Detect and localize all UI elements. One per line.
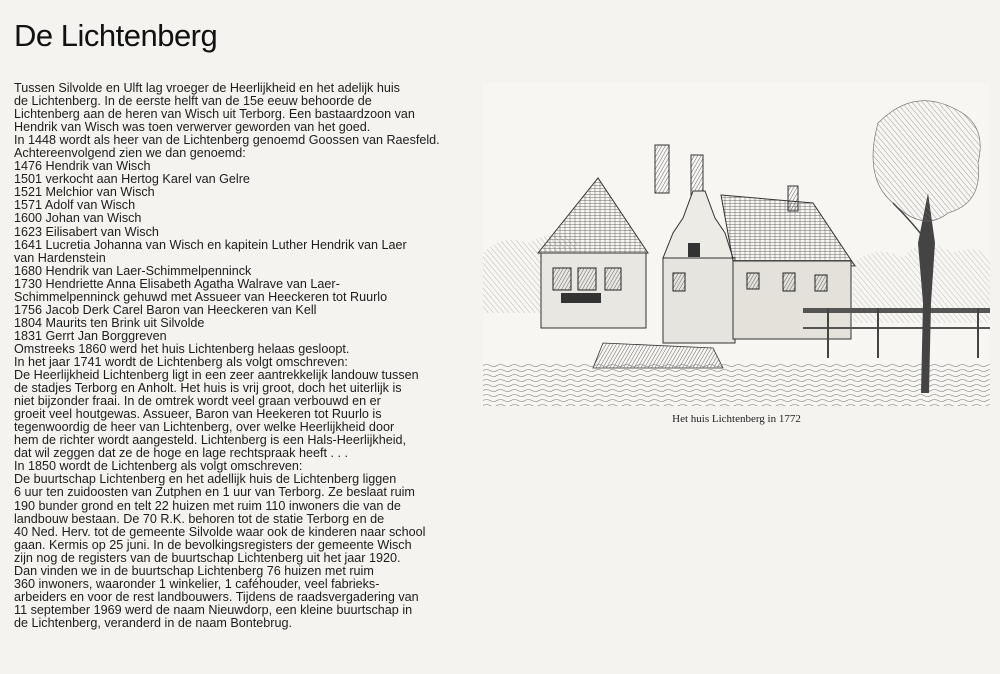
text-line: 1641 Lucretia Johanna van Wisch en kapitein Luther Hendrik van Laer	[14, 237, 407, 252]
text-line: De buurtschap Lichtenberg en het adellijk huis de Lichtenberg liggen	[14, 472, 397, 487]
text-line: 1501 verkocht aan Hertog Karel van Gelre	[14, 172, 250, 187]
castle-illustration	[483, 83, 990, 406]
text-line: de Lichtenberg. In de eerste helft van de 15e eeuw behoorde de	[14, 94, 372, 109]
text-line: 1756 Jacob Derk Carel Baron van Heeckeren van Kell	[14, 302, 317, 317]
text-line: de Lichtenberg, veranderd in de naam Bontebrug.	[14, 615, 292, 630]
figure-caption: Het huis Lichtenberg in 1772	[672, 413, 801, 425]
text-line: In 1448 wordt als heer van de Lichtenberg genoemd Goossen van Raesfeld.	[14, 133, 440, 148]
text-line: Omstreeks 1860 werd het huis Lichtenberg helaas gesloopt.	[14, 341, 350, 356]
text-line: 1730 Hendriette Anna Elisabeth Agatha Walrave van Laer-	[14, 276, 340, 291]
page-title: De Lichtenberg	[14, 18, 218, 53]
text-line: arbeiders en voor de rest landbouwers. Tijdens de raadsvergadering van	[14, 589, 419, 604]
text-line: 1623 Eilisabert van Wisch	[14, 224, 159, 239]
text-line: dat wil zeggen dat ze de hoge en lage rechtspraak heeft . . .	[14, 446, 348, 461]
text-line: niet bijzonder fraai. In de omtrek wordt veel graan verbouwd en er	[14, 394, 381, 409]
article-text	[14, 82, 476, 630]
text-line: de stadjes Terborg en Anholt. Het huis is vrij groot, doch het uiterlijk is	[14, 381, 402, 396]
text-line: In 1850 wordt de Lichtenberg als volgt omschreven:	[14, 459, 303, 474]
text-line: Lichtenberg aan de heren van Wisch uit Terborg. Een bastaardzoon van	[14, 107, 415, 122]
text-line: 6 uur ten zuidoosten van Zutphen en 1 uur van Terborg. Ze beslaat ruim	[14, 485, 415, 500]
text-line: 1804 Maurits ten Brink uit Silvolde	[14, 315, 205, 330]
text-line: In het jaar 1741 wordt de Lichtenberg als volgt omschreven:	[14, 354, 348, 369]
text-line: Dan vinden we in de buurtschap Lichtenberg 76 huizen met ruim	[14, 563, 374, 578]
text-line: 40 Ned. Herv. tot de gemeente Silvolde waar ook de kinderen naar school	[14, 524, 426, 539]
text-line: 11 september 1969 werd de naam Nieuwdorp, een kleine buurtschap in	[14, 602, 413, 617]
text-line: 1571 Adolf van Wisch	[14, 198, 136, 213]
text-line: 1831 Gerrt Jan Borggreven	[14, 328, 167, 343]
text-line: landbouw bestaan. De 70 R.K. behoren tot de statie Terborg en de	[14, 511, 385, 526]
text-line: 1680 Hendrik van Laer-Schimmelpenninck	[14, 263, 252, 278]
text-line: Achtereenvolgend zien we dan genoemd:	[14, 146, 246, 161]
text-line: tegenwoordig de heer van Lichtenberg, over welke Heerlijkheid door	[14, 420, 395, 435]
text-line: 1521 Melchior van Wisch	[14, 185, 155, 200]
text-line: 1476 Hendrik van Wisch	[14, 159, 151, 174]
text-line: zijn nog de registers van de buurtschap Lichtenberg uit het jaar 1920.	[14, 550, 401, 565]
text-line: De Heerlijkheid Lichtenberg ligt in een zeer aantrekkelijk landouw tussen	[14, 368, 419, 383]
text-line: groeit veel houtgewas. Assueer, Baron van Heekeren tot Ruurlo is	[14, 407, 382, 422]
text-line: Hendrik van Wisch was toen verwerver geworden van het goed.	[14, 120, 371, 135]
text-line: Schimmelpenninck gehuwd met Assueer van Heeckeren tot Ruurlo	[14, 289, 388, 304]
text-line: 360 inwoners, waaronder 1 winkelier, 1 caféhouder, veel fabrieks-	[14, 576, 380, 591]
house-drawing	[483, 83, 990, 406]
text-line: 1600 Johan van Wisch	[14, 211, 142, 226]
text-line: Tussen Silvolde en Ulft lag vroeger de Heerlijkheid en het adelijk huis	[14, 81, 400, 95]
text-line: gaan. Kermis op 25 juni. In de bevolkingsregisters der gemeente Wisch	[14, 537, 412, 552]
text-line: van Hardenstein	[14, 250, 106, 265]
text-line: 190 bunder grond en telt 22 huizen met ruim 110 inwoners die van de	[14, 498, 401, 513]
text-line: hem de richter wordt aangesteld. Lichtenberg is een Hals-Heerlijkheid,	[14, 433, 407, 448]
